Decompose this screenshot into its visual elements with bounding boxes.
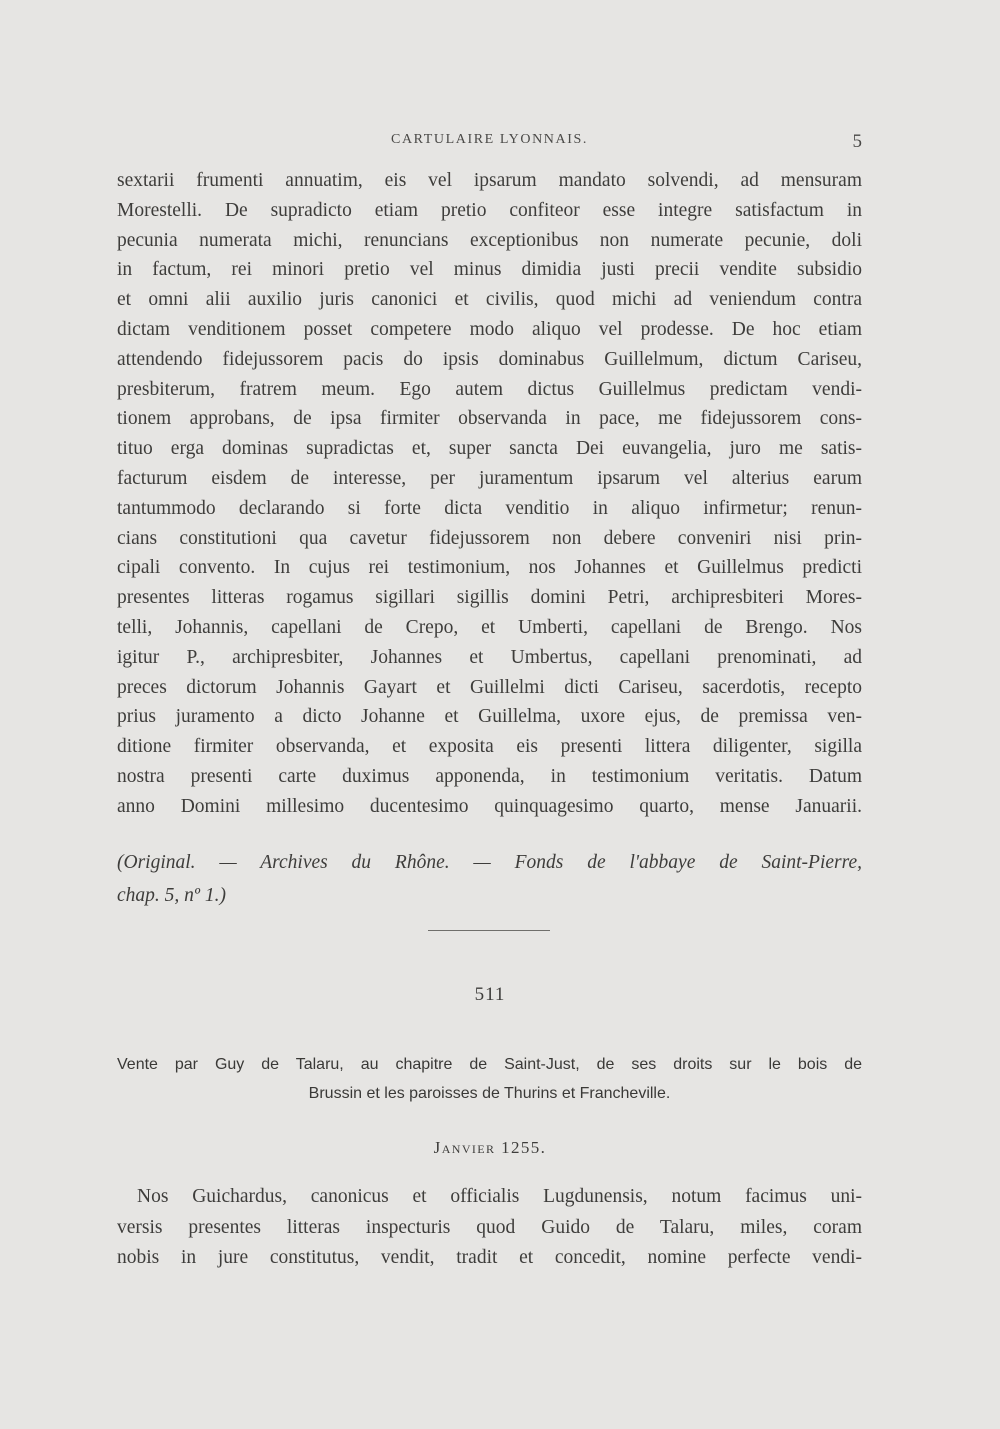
text-line: telli, Johannis, capellani de Crepo, et Umberti, capellani de Brengo. Nos xyxy=(117,616,862,638)
text-line: ditione firmiter observanda, et exposita eis presenti littera diligenter, sigilla xyxy=(117,736,862,758)
document-number: 511 xyxy=(474,984,506,1005)
running-title: CARTULAIRE LYONNAIS. xyxy=(391,132,588,147)
text-line: cians constitutioni qua cavetur fidejussorem non debere conveniri nisi prin- xyxy=(117,527,862,549)
text-line: attendendo fidejussorem pacis do ipsis dominabus Guillelmum, dictum Cariseu, xyxy=(117,348,862,370)
source-note-line: (Original. — Archives du Rhône. — Fonds de l'abbaye de Saint-Pierre, xyxy=(117,852,862,873)
charter-continuation xyxy=(117,166,862,822)
text-line: Morestelli. De supradicto etiam pretio confiteor esse integre satisfactum in xyxy=(117,199,862,221)
text-line: nostra presenti carte duximus apponenda, in testimonium veritatis. Datum xyxy=(117,765,862,787)
document-date: Janvier 1255. xyxy=(433,1138,547,1157)
document-title-line: Vente par Guy de Talaru, au chapitre de Saint-Just, de ses droits sur le bois de xyxy=(117,1056,862,1073)
text-line: presentes litteras rogamus sigillari sigillis domini Petri, archipresbiteri Mores- xyxy=(117,587,862,609)
text-line: Nos Guichardus, canonicus et officialis Lugdunensis, notum facimus uni- xyxy=(137,1186,862,1207)
text-line: facturum eisdem de interesse, per juramentum ipsarum vel alterius earum xyxy=(117,467,862,489)
source-note xyxy=(117,846,862,912)
text-line: sextarii frumenti annuatim, eis vel ipsarum mandato solvendi, ad mensuram xyxy=(117,170,862,191)
page-number: 5 xyxy=(852,131,862,152)
text-line: et omni alii auxilio juris canonici et civilis, quod michi ad veniendum contra xyxy=(117,289,862,311)
text-line: versis presentes litteras inspecturis quod Guido de Talaru, miles, coram xyxy=(117,1216,862,1238)
document-title-line: Brussin et les paroisses de Thurins et Francheville. xyxy=(308,1085,671,1102)
charter-text xyxy=(117,1182,862,1274)
text-line: cipali convento. In cujus rei testimonium, nos Johannes et Guillelmus predicti xyxy=(117,557,862,579)
text-line: pecunia numerata michi, renuncians exceptionibus non numerate pecunie, doli xyxy=(117,229,862,251)
text-line: igitur P., archipresbiter, Johannes et Umbertus, capellani prenominati, ad xyxy=(117,646,862,668)
text-line: tionem approbans, de ipsa firmiter observanda in pace, me fidejussorem cons- xyxy=(117,408,862,430)
running-head xyxy=(117,132,862,156)
source-note-line: chap. 5, nº 1.) xyxy=(117,885,226,906)
text-line: prius juramento a dicto Johanne et Guillelma, uxore ejus, de premissa ven- xyxy=(117,706,862,728)
text-line: presbiterum, fratrem meum. Ego autem dictus Guillelmus predictam vendi- xyxy=(117,378,862,400)
text-line: anno Domini millesimo ducentesimo quinquagesimo quarto, mense Januarii. xyxy=(117,795,862,817)
text-line: preces dictorum Johannis Gayart et Guillelmi dicti Cariseu, sacerdotis, recepto xyxy=(117,676,862,698)
text-line: in factum, rei minori pretio vel minus dimidia justi precii vendite subsidio xyxy=(117,259,862,281)
text-line: nobis in jure constitutus, vendit, tradit et concedit, nomine perfecte vendi- xyxy=(117,1247,862,1268)
section-divider xyxy=(428,930,550,931)
text-line: dictam venditionem posset competere modo aliquo vel prodesse. De hoc etiam xyxy=(117,318,862,340)
text-line: tituo erga dominas supradictas et, super sancta Dei euvangelia, juro me satis- xyxy=(117,438,862,460)
document-title xyxy=(117,1050,862,1108)
text-line: tantummodo declarando si forte dicta venditio in aliquo infirmetur; renun- xyxy=(117,497,862,519)
